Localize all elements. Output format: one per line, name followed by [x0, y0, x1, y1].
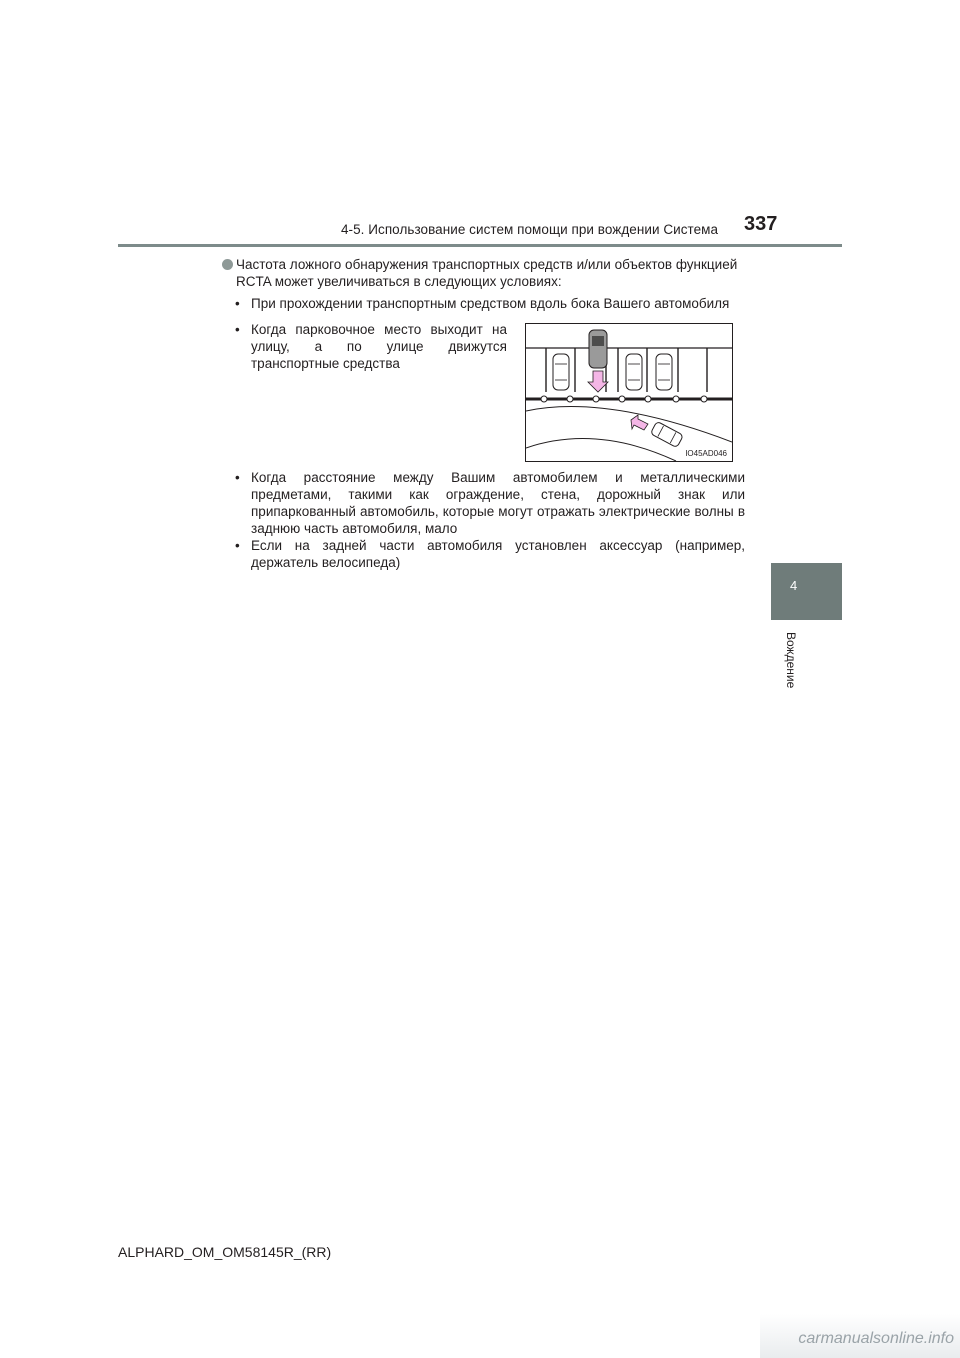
condition-text: Частота ложного обнаружения транспортных средств и/или объектов функцией RCTA может увеличиваться в следующих условиях: [236, 257, 738, 289]
list-item [235, 537, 745, 571]
list-item-text: Когда парковочное место выходит на улицу, а по улице движутся транспортные средства [251, 322, 507, 371]
list-item-text: Когда расстояние между Вашим автомобилем и металлическими предметами, такими как ограждение, стена, дорожный знак или припаркованный автомобиль, которые могут отражать электрические волны в заднюю часть автомобиля, мало [251, 470, 745, 536]
document-code: ALPHARD_OM_OM58145R_(RR) [118, 1244, 332, 1260]
section-title: 4-5. Использование систем помощи при вождении Система [341, 222, 719, 237]
chapter-tab [771, 563, 842, 620]
parked-cars [553, 354, 672, 390]
approaching-vehicle [650, 421, 683, 447]
bullet-icon: • [235, 322, 240, 337]
road-edge-lower [526, 439, 676, 461]
chapter-number: 4 [790, 578, 798, 593]
chapter-label: Вождение [784, 632, 798, 689]
list-item-text: Если на задней части автомобиля установлен аксессуар (например, держатель велосипеда) [251, 538, 745, 570]
circle-bullet-icon [222, 259, 233, 270]
header-divider [118, 244, 842, 247]
list-item [235, 469, 745, 537]
parked-car [553, 354, 569, 390]
list-item [235, 295, 755, 312]
parked-car [626, 354, 642, 390]
list-item-text: При прохождении транспортным средством вдоль бока Вашего автомобиля [251, 296, 730, 311]
figure-id: IO45AD046 [685, 449, 727, 458]
bullet-icon: • [235, 470, 240, 485]
parking-illustration [525, 323, 733, 462]
list-item [235, 321, 507, 372]
parked-car [656, 354, 672, 390]
bullet-icon: • [235, 538, 240, 553]
own-vehicle-window [592, 336, 604, 346]
page-number: 337 [744, 213, 778, 235]
road-edge-upper [526, 407, 732, 442]
watermark [760, 1314, 960, 1358]
own-vehicle [589, 330, 607, 368]
condition-heading [222, 256, 744, 290]
bullet-icon: • [235, 296, 240, 311]
parking-lot-drawing [526, 324, 732, 461]
watermark-text: carmanualsonline.info [798, 1330, 954, 1347]
approach-arrow-icon [631, 415, 648, 430]
reverse-arrow-icon [588, 371, 608, 392]
